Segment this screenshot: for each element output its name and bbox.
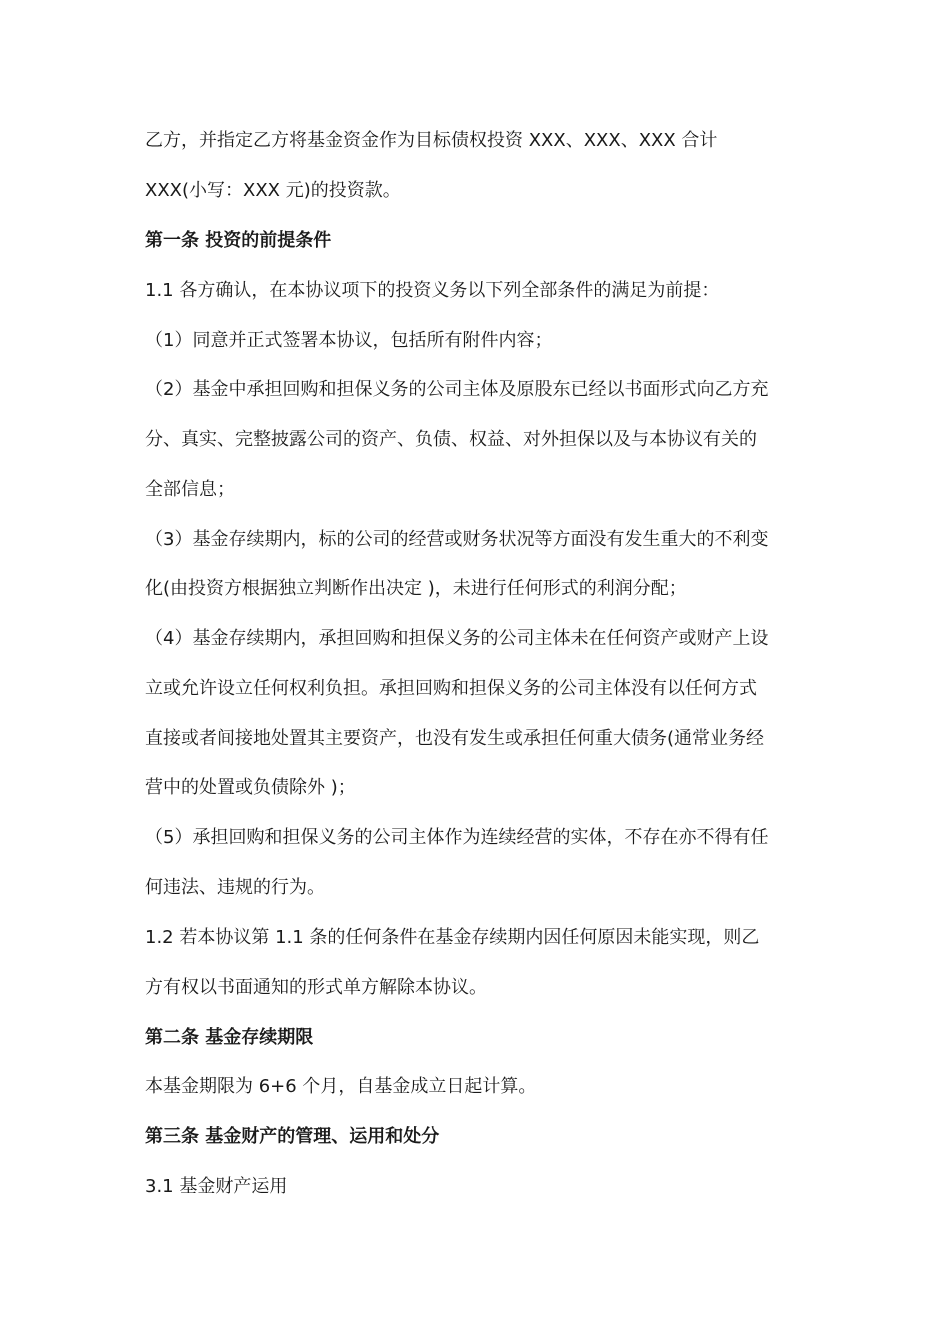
section-heading-2: 第二条 基金存续期限: [145, 1027, 314, 1048]
paragraph-line: 立或允许设立任何权利负担。承担回购和担保义务的公司主体没有以任何方式: [145, 678, 757, 699]
paragraph-line: 分、真实、完整披露公司的资产、负债、权益、对外担保以及与本协议有关的: [145, 429, 757, 450]
paragraph-line: 1.1 各方确认，在本协议项下的投资义务以下列全部条件的满足为前提：: [145, 280, 720, 301]
paragraph-line: 方有权以书面通知的形式单方解除本协议。: [145, 977, 487, 998]
section-heading-3: 第三条 基金财产的管理、运用和处分: [145, 1126, 440, 1147]
subsection-heading: 3.1 基金财产运用: [145, 1176, 288, 1197]
paragraph-line: 本基金期限为 6+6 个月，自基金成立日起计算。: [145, 1076, 537, 1097]
clause-item-3: （3）基金存续期内，标的公司的经营或财务状况等方面没有发生重大的不利变: [145, 529, 769, 550]
paragraph-line: XXX(小写：XXX 元)的投资款。: [145, 180, 401, 201]
paragraph-line: 乙方，并指定乙方将基金资金作为目标债权投资 XXX、XXX、XXX 合计: [145, 130, 718, 151]
paragraph-line: 营中的处置或负债除外 )；: [145, 777, 356, 798]
clause-item-2: （2）基金中承担回购和担保义务的公司主体及原股东已经以书面形式向乙方充: [145, 379, 769, 400]
paragraph-line: 1.2 若本协议第 1.1 条的任何条件在基金存续期内因任何原因未能实现，则乙: [145, 927, 760, 948]
clause-item-4: （4）基金存续期内，承担回购和担保义务的公司主体未在任何资产或财产上设: [145, 628, 769, 649]
clause-item-1: （1）同意并正式签署本协议，包括所有附件内容；: [145, 330, 553, 351]
paragraph-line: 直接或者间接地处置其主要资产，也没有发生或承担任何重大债务(通常业务经: [145, 728, 765, 749]
paragraph-line: 何违法、违规的行为。: [145, 877, 325, 898]
section-heading-1: 第一条 投资的前提条件: [145, 230, 332, 251]
paragraph-line: 全部信息；: [145, 479, 235, 500]
paragraph-line: 化(由投资方根据独立判断作出决定 )，未进行任何形式的利润分配；: [145, 578, 687, 599]
clause-item-5: （5）承担回购和担保义务的公司主体作为连续经营的实体，不存在亦不得有任: [145, 827, 769, 848]
